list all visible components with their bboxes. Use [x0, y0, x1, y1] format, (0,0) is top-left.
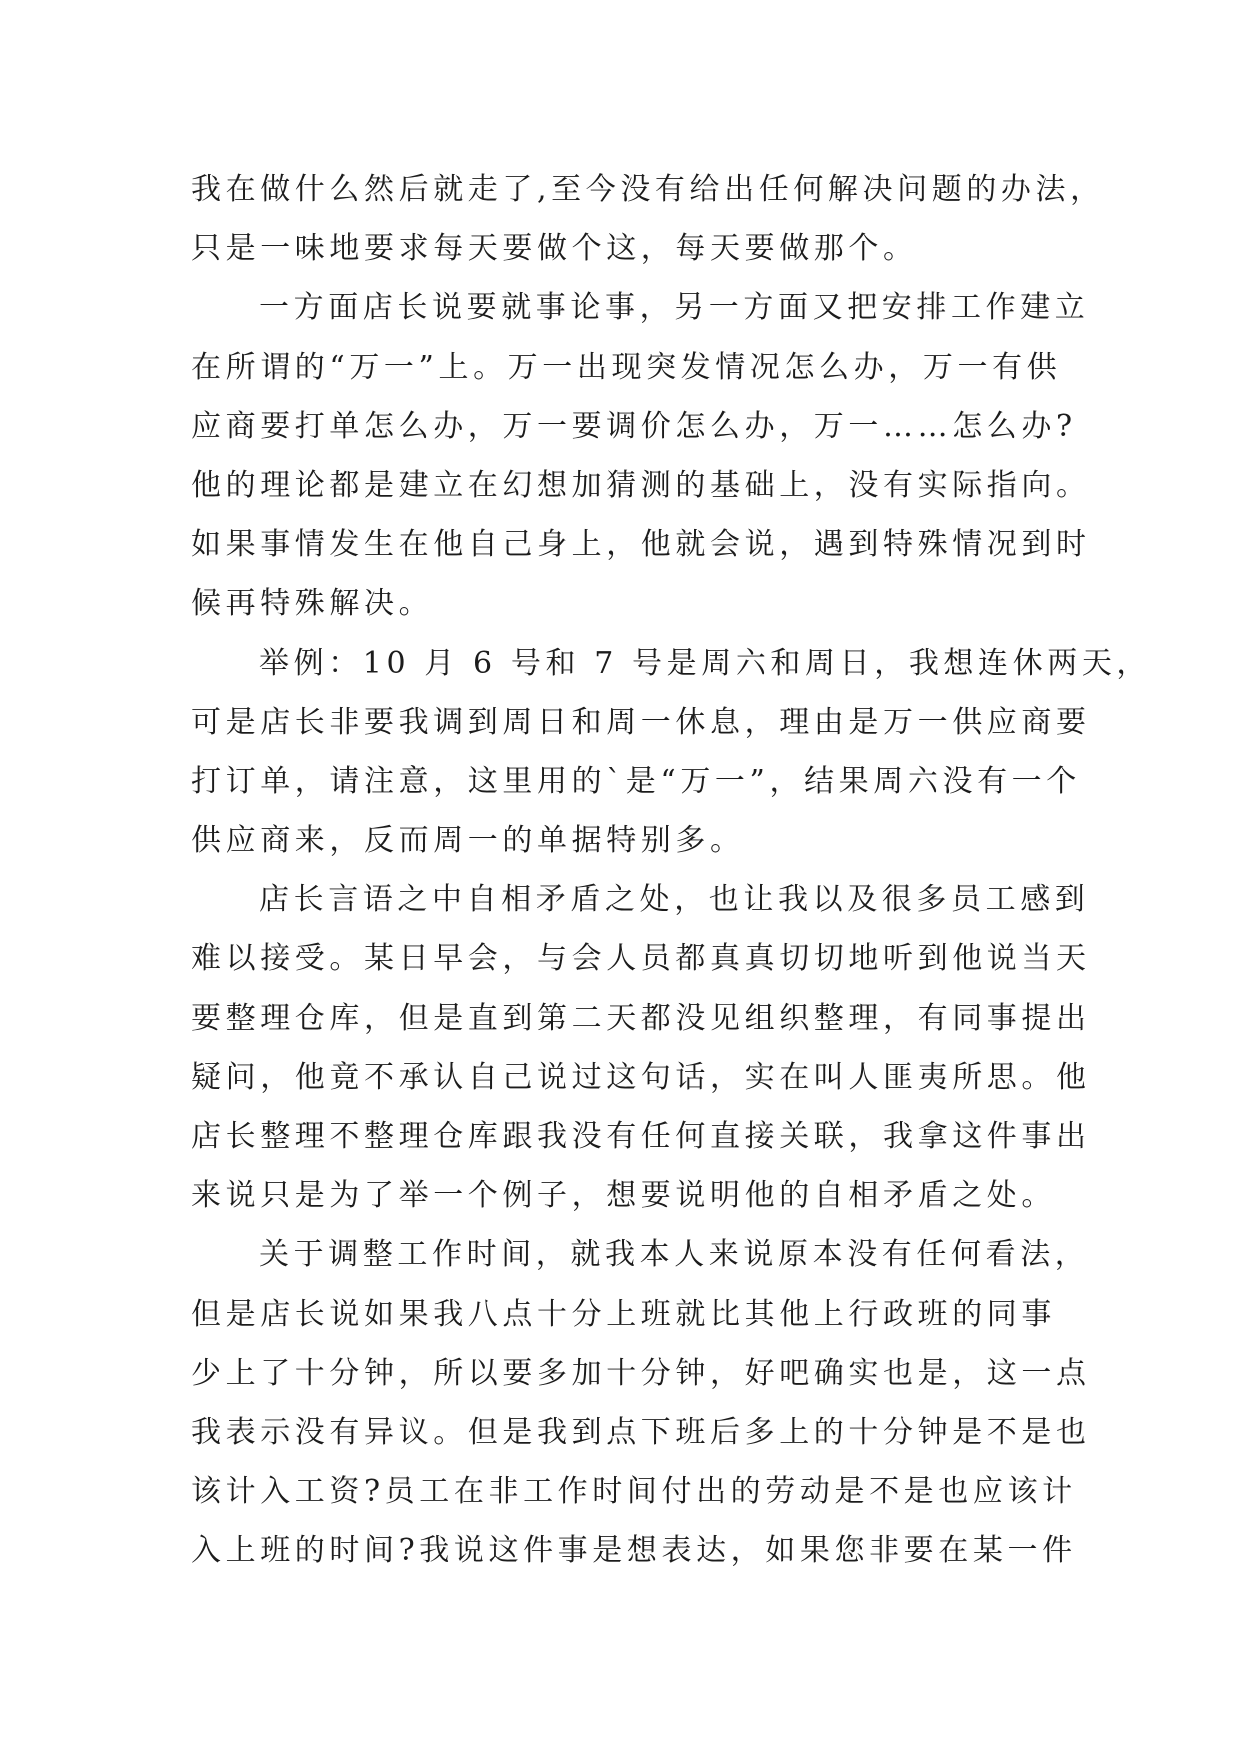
paragraph-start-line: 关于调整工作时间，就我本人来说原本没有任何看法，	[259, 1237, 1090, 1273]
text-line: 打订单，请注意，这里用的`是“万一”，结果周六没有一个	[191, 763, 1081, 799]
text-line: 供应商来，反而周一的单据特别多。	[191, 823, 745, 859]
text-line: 但是店长说如果我八点十分上班就比其他上行政班的同事	[191, 1296, 1056, 1332]
text-line: 疑问，他竟不承认自己说过这句话，实在叫人匪夷所思。他	[191, 1059, 1091, 1095]
body-text	[191, 160, 1152, 1581]
paragraph-start-line: 举例：10 月 6 号和 7 号是周六和周日，我想连休两天，	[259, 645, 1152, 681]
text-line: 应商要打单怎么办，万一要调价怎么办，万一……怎么办?	[191, 408, 1077, 444]
text-line: 可是店长非要我调到周日和周一休息，理由是万一供应商要	[191, 704, 1091, 740]
text-line: 候再特殊解决。	[191, 586, 434, 622]
text-line: 要整理仓库，但是直到第二天都没见组织整理，有同事提出	[191, 1000, 1091, 1036]
paragraph-start-line: 一方面店长说要就事论事，另一方面又把安排工作建立	[259, 290, 1090, 326]
text-line: 难以接受。某日早会，与会人员都真真切切地听到他说当天	[191, 941, 1091, 977]
text-line: 如果事情发生在他自己身上，他就会说，遇到特殊情况到时	[191, 527, 1091, 563]
text-line: 我在做什么然后就走了,至今没有给出任何解决问题的办法，	[191, 172, 1105, 207]
text-line: 店长整理不整理仓库跟我没有任何直接关联，我拿这件事出	[191, 1119, 1091, 1154]
paragraph-start-line: 店长言语之中自相矛盾之处，也让我以及很多员工感到	[259, 882, 1090, 918]
text-line: 他的理论都是建立在幻想加猜测的基础上，没有实际指向。	[191, 467, 1091, 503]
text-line: 少上了十分钟，所以要多加十分钟，好吧确实也是，这一点	[191, 1355, 1091, 1391]
text-line: 入上班的时间?我说这件事是想表达，如果您非要在某一件	[191, 1533, 1077, 1569]
text-line: 我表示没有异议。但是我到点下班后多上的十分钟是不是也	[191, 1414, 1091, 1450]
text-line: 来说只是为了举一个例子，想要说明他的自相矛盾之处。	[191, 1178, 1056, 1214]
text-line: 在所谓的“万一”上。万一出现突发情况怎么办，万一有供	[191, 349, 1062, 385]
text-line: 只是一味地要求每天要做个这，每天要做那个。	[191, 231, 918, 267]
text-line: 该计入工资?员工在非工作时间付出的劳动是不是也应该计	[191, 1474, 1077, 1510]
